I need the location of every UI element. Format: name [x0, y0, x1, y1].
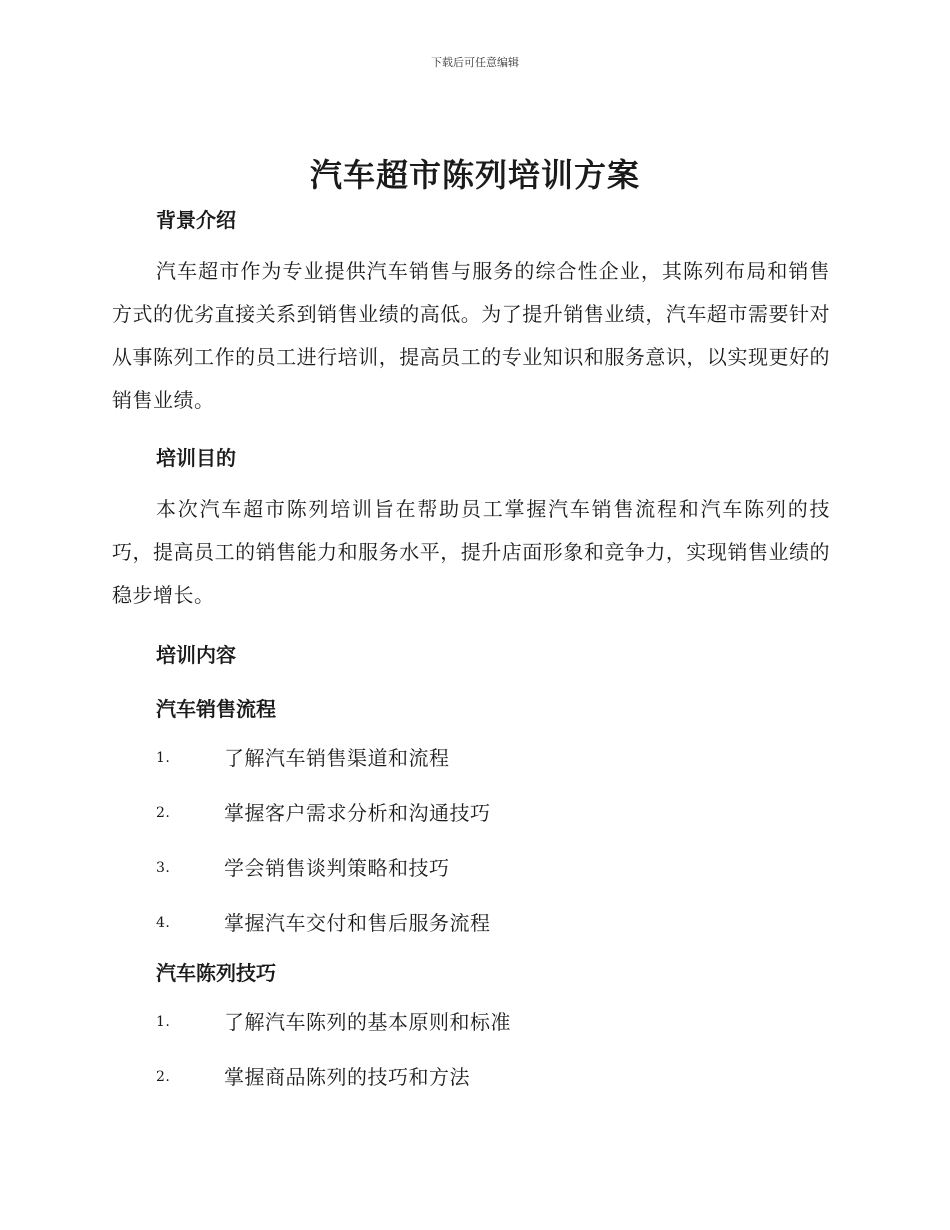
list-item-number: 4.	[156, 915, 171, 931]
spacer	[112, 426, 830, 436]
list-item-number: 3.	[156, 860, 171, 876]
list-item-text: 掌握汽车交付和售后服务流程	[224, 911, 491, 935]
spacer	[112, 621, 830, 633]
list-item	[112, 1050, 830, 1105]
section-heading-display-skills: 汽车陈列技巧	[156, 961, 276, 985]
list-item-number: 2.	[156, 805, 171, 821]
list-item	[112, 731, 830, 786]
list-item-text: 学会销售谈判策略和技巧	[224, 856, 450, 880]
list-item-text: 掌握商品陈列的技巧和方法	[224, 1065, 470, 1089]
display-skills-list	[112, 995, 830, 1105]
section-heading-sales-process: 汽车销售流程	[156, 697, 276, 721]
section-heading-content: 培训内容	[156, 643, 236, 667]
sales-process-list	[112, 731, 830, 951]
list-item-text: 了解汽车陈列的基本原则和标准	[224, 1010, 511, 1034]
spacer	[112, 677, 830, 687]
list-item	[112, 786, 830, 841]
paragraph-purpose: 本次汽车超市陈列培训旨在帮助员工掌握汽车销售流程和汽车陈列的技巧，提高员工的销售能力和服务水平，提升店面形象和竞争力，实现销售业绩的稳步增长。	[112, 497, 830, 607]
list-item	[112, 841, 830, 896]
list-item-number: 2.	[156, 1069, 171, 1085]
document-title: 汽车超市陈列培训方案	[309, 156, 640, 194]
list-item-number: 1.	[156, 1014, 171, 1030]
document-body	[112, 198, 830, 1105]
list-item	[112, 995, 830, 1050]
paragraph-background: 汽车超市作为专业提供汽车销售与服务的综合性企业，其陈列布局和销售方式的优劣直接关系到销售业绩的高低。为了提升销售业绩，汽车超市需要针对从事陈列工作的员工进行培训，提高员工的专业知识和服务意识，以实现更好的销售业绩。	[112, 259, 830, 412]
list-item	[112, 896, 830, 951]
list-item-text: 了解汽车销售渠道和流程	[224, 746, 450, 770]
list-item-text: 掌握客户需求分析和沟通技巧	[224, 801, 491, 825]
section-heading-background: 背景介绍	[156, 208, 236, 232]
page-header-note: 下载后可任意编辑	[431, 56, 519, 69]
list-item-number: 1.	[156, 750, 171, 766]
section-heading-purpose: 培训目的	[156, 446, 236, 470]
